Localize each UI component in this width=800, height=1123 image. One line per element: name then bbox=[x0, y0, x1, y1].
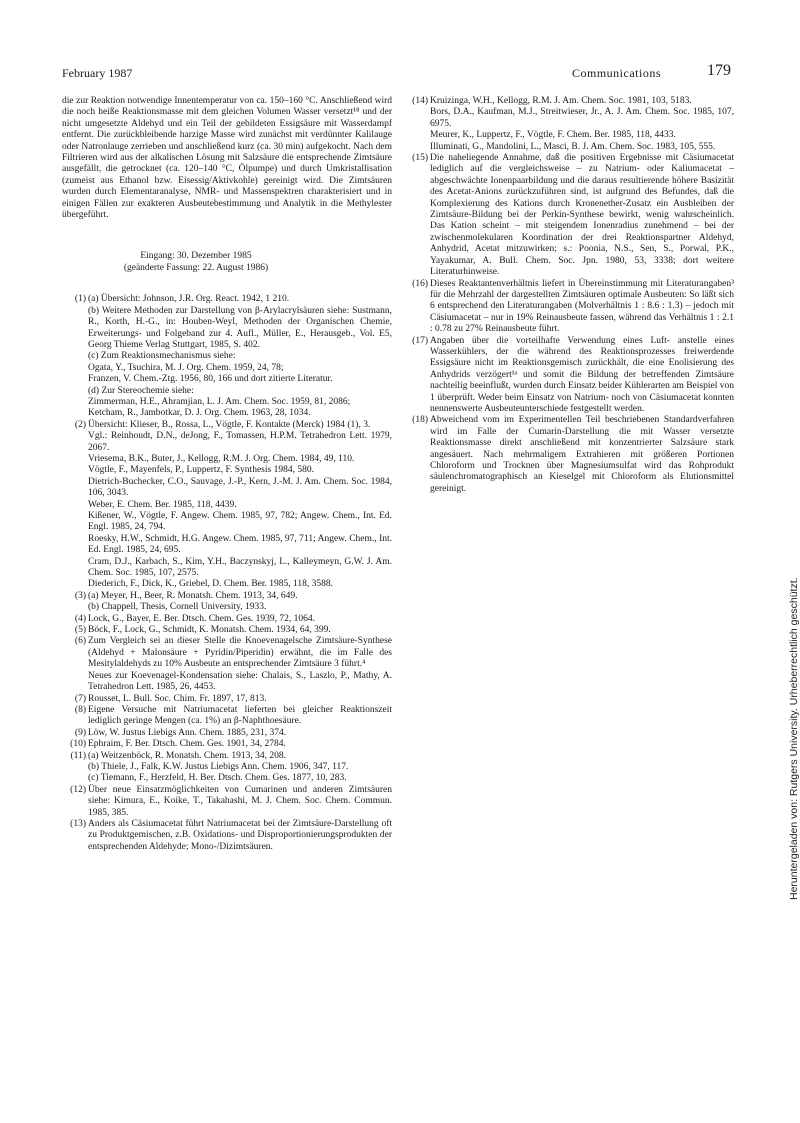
reference-number: (2) bbox=[74, 419, 86, 430]
reference-number: (8) bbox=[74, 704, 86, 715]
reference-text: Eigene Versuche mit Natriumacetat lieferten bei gleicher Reaktionszeit lediglich geringe Mengen (ca. 1%) an β-Naphthoesäure. bbox=[88, 704, 392, 727]
reference-text: Franzen, V. Chem.-Ztg. 1956, 80, 166 und dort zitierte Literatur. bbox=[88, 374, 333, 385]
reference-text: (d) Zur Stereochemie siehe: bbox=[88, 385, 194, 396]
reference-text: Angaben über die vorteilhafte Verwendung eines Luft- anstelle eines Wasserkühlers, der die während des Reaktionsprozesses freiwerdende Essigsäure nicht im Reaktionsgemisch zurückhält, die eine Enolisierung des Anhydrids verzögert¹ᵃ und somit die Bildung der betreffenden Zimtsäure nachteilig beeinflußt, wurden durch Einsatz beider Kühlerarten am Beispiel von 1 überprüft. Weder beim Einsatz von Natrium- noch von Cäsiumacetat konnten nennenswerte Ausbeuteunterschiede festgestellt werden. bbox=[430, 335, 734, 414]
page-header bbox=[62, 62, 733, 86]
reference-item bbox=[62, 705, 392, 728]
reference-text: Cram, D.J., Karbach, S., Kim, Y.H., Baczynskyj, L., Kalleymeyn, G.W. J. Am. Chem. Soc. 1985, 107, 2575. bbox=[88, 556, 392, 579]
reference-item bbox=[62, 785, 392, 819]
reference-text: Lock, G., Bayer, E. Ber. Dtsch. Chem. Ges. 1939, 72, 1064. bbox=[88, 613, 316, 624]
reference-text: Die naheliegende Annahme, daß die positiven Ergebnisse mit Cäsiumacetat lediglich auf die vergleichsweise – zu Natrium- oder Kaliumacetat – abgeschwächte Ionenpaarbildung und die daraus resultierende höhere Basizität des Acetat-Anions zurückzuführen sind, ist aufgrund des Befundes, daß die Komplexierung des Kations durch Kronenether-Zusatz ein Ausbleiben der Zimtsäure-Bildung bei der Perkin-Synthese bewirkt, wenig wahrscheinlich. Das Kation scheint – mit steigendem Ionenradius zunehmend – bei der zwischenmolekularen Koordination der drei Reaktionspartner Aldehyd, Anhydrid, Acetat mitzuwirken; s.: Poonia, N.S., Sen, S., Porwal, P.K., Yayakumar, A. Bull. Chem. Soc. Jpn. 1980, 53, 3338; dort weitere Literaturhinweise. bbox=[430, 153, 734, 278]
reference-text: Ketcham, R., Jambotkar, D. J. Org. Chem. 1963, 28, 1034. bbox=[88, 408, 311, 419]
reference-number: (7) bbox=[74, 693, 86, 704]
reference-item bbox=[62, 294, 392, 419]
reference-item bbox=[62, 591, 392, 614]
reference-item bbox=[62, 636, 392, 693]
reference-text: Abweichend vom im Experimentellen Teil beschriebenen Standardverfahren wird im Falle der Cumarin-Darstellung die mit Wasser versetzte Reaktionsmasse direkt anschließend mit konzentrierter Salzsäure stark angesäuert. Nach mehrmaligem Extrahieren mit größeren Portionen Chloroform und Trocknen über Magnesiumsulfat wird das Rohprodukt säulenchromatographisch an Kieselgel mit Chloroform als Elutionsmittel gereinigt. bbox=[430, 415, 734, 494]
reference-text: (c) Tiemann, F., Herzfeld, H. Ber. Dtsch. Chem. Ges. 1877, 10, 283. bbox=[88, 773, 347, 784]
reference-number: (17) bbox=[412, 335, 428, 346]
reference-text: Rousset, L. Bull. Soc. Chim. Fr. 1897, 17, 813. bbox=[88, 693, 267, 704]
reference-number: (10) bbox=[70, 739, 86, 750]
reference-text: Vriesema, B.K., Buter, J., Kellogg, R.M. J. Org. Chem. 1984, 49, 110. bbox=[88, 453, 355, 464]
reference-number: (15) bbox=[412, 153, 428, 164]
reference-text: Zimmerman, H.E., Ahramjian, L. J. Am. Chem. Soc. 1959, 81, 2086; bbox=[88, 396, 351, 407]
reference-text: Dieses Reaktantenverhältnis liefert in Übereinstimmung mit Literaturangaben³ für die Mehrzahl der dargestellten Zimtsäuren optimale Ausbeuten: So läßt sich 6 entsprechend den Literaturangaben (Molverhältnis 1 : 8.6 : 1.3) – jedoch mit Cäsiumacetat – nur in 19% Reinausbeute fassen, während das Verhältnis 1 : 2.1 : 0.78 zu 27% Reinausbeute führt. bbox=[430, 278, 734, 335]
reference-text: Vgl.: Reinhoudt, D.N., deJong, F., Tomassen, H.P.M. Tetrahedron Lett. 1979, 2067. bbox=[88, 431, 392, 453]
reference-item bbox=[62, 751, 392, 785]
reference-text: Böck, F., Lock, G., Schmidt, K. Monatsh. Chem. 1934, 64, 399. bbox=[88, 625, 331, 636]
reference-number: (12) bbox=[70, 784, 86, 795]
reference-number: (1) bbox=[74, 294, 86, 305]
reference-item bbox=[404, 336, 734, 416]
reference-number: (18) bbox=[412, 415, 428, 426]
download-notice bbox=[776, 220, 800, 900]
reference-text: (a) Meyer, H., Beer, R. Monatsh. Chem. 1913, 34, 649. bbox=[88, 590, 298, 601]
header-date: February 1987 bbox=[62, 66, 133, 80]
header-section: Communications bbox=[572, 66, 661, 80]
reference-text: Ogata, Y., Tsuchira, M. J. Org. Chem. 1959, 24, 78; bbox=[88, 362, 284, 373]
reference-list-right bbox=[404, 96, 734, 495]
reference-list-left bbox=[62, 294, 392, 853]
reference-item bbox=[404, 153, 734, 278]
download-notice-text: Heruntergeladen von: Rutgers University. Urheberrechtlich geschützt. bbox=[788, 577, 800, 900]
reference-item bbox=[404, 415, 734, 495]
reference-item bbox=[62, 739, 392, 750]
reference-text: (b) Thiele, J., Falk, K.W. Justus Liebigs Ann. Chem. 1906, 347, 117. bbox=[88, 761, 349, 772]
reference-text: (a) Weitzenböck, R. Monatsh. Chem. 1913, 34, 208. bbox=[88, 750, 287, 761]
reference-text: Vögtle, F., Mayenfels, P., Luppertz, F. Synthesis 1984, 580. bbox=[88, 465, 314, 476]
received-date: Eingang: 30. Dezember 1985 bbox=[140, 251, 252, 262]
page-number: 179 bbox=[707, 62, 731, 79]
reference-number: (9) bbox=[74, 727, 86, 738]
reference-text: Bors, D.A., Kaufman, M.J., Streitwieser, Jr., A. J. Am. Chem. Soc. 1985, 107, 6975. bbox=[430, 107, 734, 129]
reference-text: Diederich, F., Dick, K., Griebel, D. Chem. Ber. 1985, 118, 3588. bbox=[88, 579, 334, 590]
reference-number: (6) bbox=[74, 636, 86, 647]
reference-item bbox=[62, 614, 392, 625]
reference-item bbox=[62, 728, 392, 739]
reference-text: Löw, W. Justus Liebigs Ann. Chem. 1885, 231, 374. bbox=[88, 727, 287, 738]
reference-text: Neues zur Koevenagel-Kondensation siehe: Chalais, S., Laszlo, P., Mathy, A. Tetrahedron Lett. 1985, 26, 4453. bbox=[88, 670, 392, 693]
reference-text: Über neue Einsatzmöglichkeiten von Cumarinen und anderen Zimtsäuren siehe: Kimura, E., Koike, T., Takahashi, M. J. Chem. Soc. Chem. Commun. 1985, 385. bbox=[88, 784, 392, 818]
reference-number: (3) bbox=[74, 590, 86, 601]
reference-text: Roesky, H.W., Schmidt, H.G. Angew. Chem. 1985, 97, 711; Angew. Chem., Int. Ed. Engl. 1985, 24, 695. bbox=[88, 533, 392, 556]
received-dates bbox=[62, 251, 392, 274]
reference-text: Ephraim, F. Ber. Dtsch. Chem. Ges. 1901, 34, 2784. bbox=[88, 739, 286, 750]
reference-text: Kißener, W., Vögtle, F. Angew. Chem. 1985, 97, 782; Angew. Chem., Int. Ed. Engl. 1985, 24, 794. bbox=[88, 511, 392, 533]
reference-text: (b) Chappell, Thesis, Cornell University, 1933. bbox=[88, 602, 267, 613]
reference-number: (11) bbox=[70, 750, 86, 761]
reference-text: (a) Übersicht: Johnson, J.R. Org. React. 1942, 1 210. bbox=[88, 294, 290, 305]
reference-text: Anders als Cäsiumacetat führt Natriumacetat bei der Zimtsäure-Darstellung oft zu Produktgemischen, z.B. Oxidations- und Disproportionierungsprodukten der entsprechenden Aldehyde; Mono-/Dizimtsäuren. bbox=[88, 818, 392, 852]
reference-number: (5) bbox=[74, 625, 86, 636]
reference-text: Illuminati, G., Mandolini, L., Masci, B. J. Am. Chem. Soc. 1983, 105, 555. bbox=[430, 141, 716, 152]
reference-item bbox=[62, 694, 392, 705]
reference-text: Zum Vergleich sei an dieser Stelle die Knoevenagelsche Zimtsäure-Synthese (Aldehyd + Malonsäure + Pyridin/Piperidin) erwähnt, die im Falle des Mesitylaldehyds zu 10% Ausbeute an entsprechender Zimtsäure 3 führt.⁴ bbox=[88, 636, 392, 670]
reference-text: (c) Zum Reaktionsmechanismus siehe: bbox=[88, 351, 236, 362]
reference-item bbox=[404, 96, 734, 153]
reference-item bbox=[62, 420, 392, 591]
reference-number: (4) bbox=[74, 613, 86, 624]
revised-date: (geänderte Fassung: 22. August 1986) bbox=[123, 262, 269, 273]
reference-number: (13) bbox=[70, 818, 86, 829]
reference-text: (b) Weitere Methoden zur Darstellung von β-Arylacrylsäuren siehe: Sustmann, R., Korth, H.-G., in: Houben-Weyl, Methoden der Organischen Chemie, Erweiterungs- und Folgeband zur 4. Aufl., Müller, E., Herausgeb., Vol. E5, Georg Thieme Verlag Stuttgart, 1985, S. 402. bbox=[88, 305, 392, 350]
reference-number: (16) bbox=[412, 278, 428, 289]
reference-text: Kruizinga, W.H., Kellogg, R.M. J. Am. Chem. Soc. 1981, 103, 5183. bbox=[430, 96, 692, 106]
experimental-paragraph: die zur Reaktion notwendige Innentemperatur von ca. 150–160 °C. Anschließend wird die noch heiße Reaktionsmasse mit dem gleichen Volumen Wasser versetzt¹⁸ und der nicht umgesetzte Aldehyd und ein Teil der gebildeten Essigsäure mit Wasserdampf entfernt. Die zurückbleibende harzige Masse wird zunächst mit verdünnter Kalilauge oder Natronlauge zerrieben und anschließend kurz (ca. 30 min) aufgekocht. Nach dem Filtrieren wird aus der alkalischen Lösung mit Salzsäure die entsprechende Zimtsäure ausgefällt, die getrocknet (ca. 120–140 °C, Ölpumpe) und durch Umkristallisation (zumeist aus Ethanol bzw. Eisessig/Aktivkohle) gereinigt wird. Die Zimtsäuren wurden durch Elementaranalyse, NMR- und Massenspektren charakterisiert und in einigen Fällen zur exakteren Ausbeutebestimmung und Analytik in die Methylester übergeführt. bbox=[62, 96, 392, 221]
reference-item bbox=[62, 625, 392, 636]
reference-number: (14) bbox=[412, 96, 428, 106]
reference-item bbox=[62, 819, 392, 853]
reference-text: Meurer, K., Luppertz, F., Vögtle, F. Chem. Ber. 1985, 118, 4433. bbox=[430, 130, 676, 141]
right-column bbox=[404, 96, 734, 495]
reference-text: Weber, E. Chem. Ber. 1985, 118, 4439. bbox=[88, 499, 237, 510]
reference-item bbox=[404, 279, 734, 336]
left-column bbox=[62, 96, 392, 853]
reference-text: Dietrich-Buchecker, C.O., Sauvage, J.-P., Kern, J.-M. J. Am. Chem. Soc. 1984, 106, 3043. bbox=[88, 476, 392, 499]
reference-text: Übersicht: Klieser, B., Rossa, L., Vögtle, F. Kontakte (Merck) 1984 (1), 3. bbox=[88, 419, 371, 430]
